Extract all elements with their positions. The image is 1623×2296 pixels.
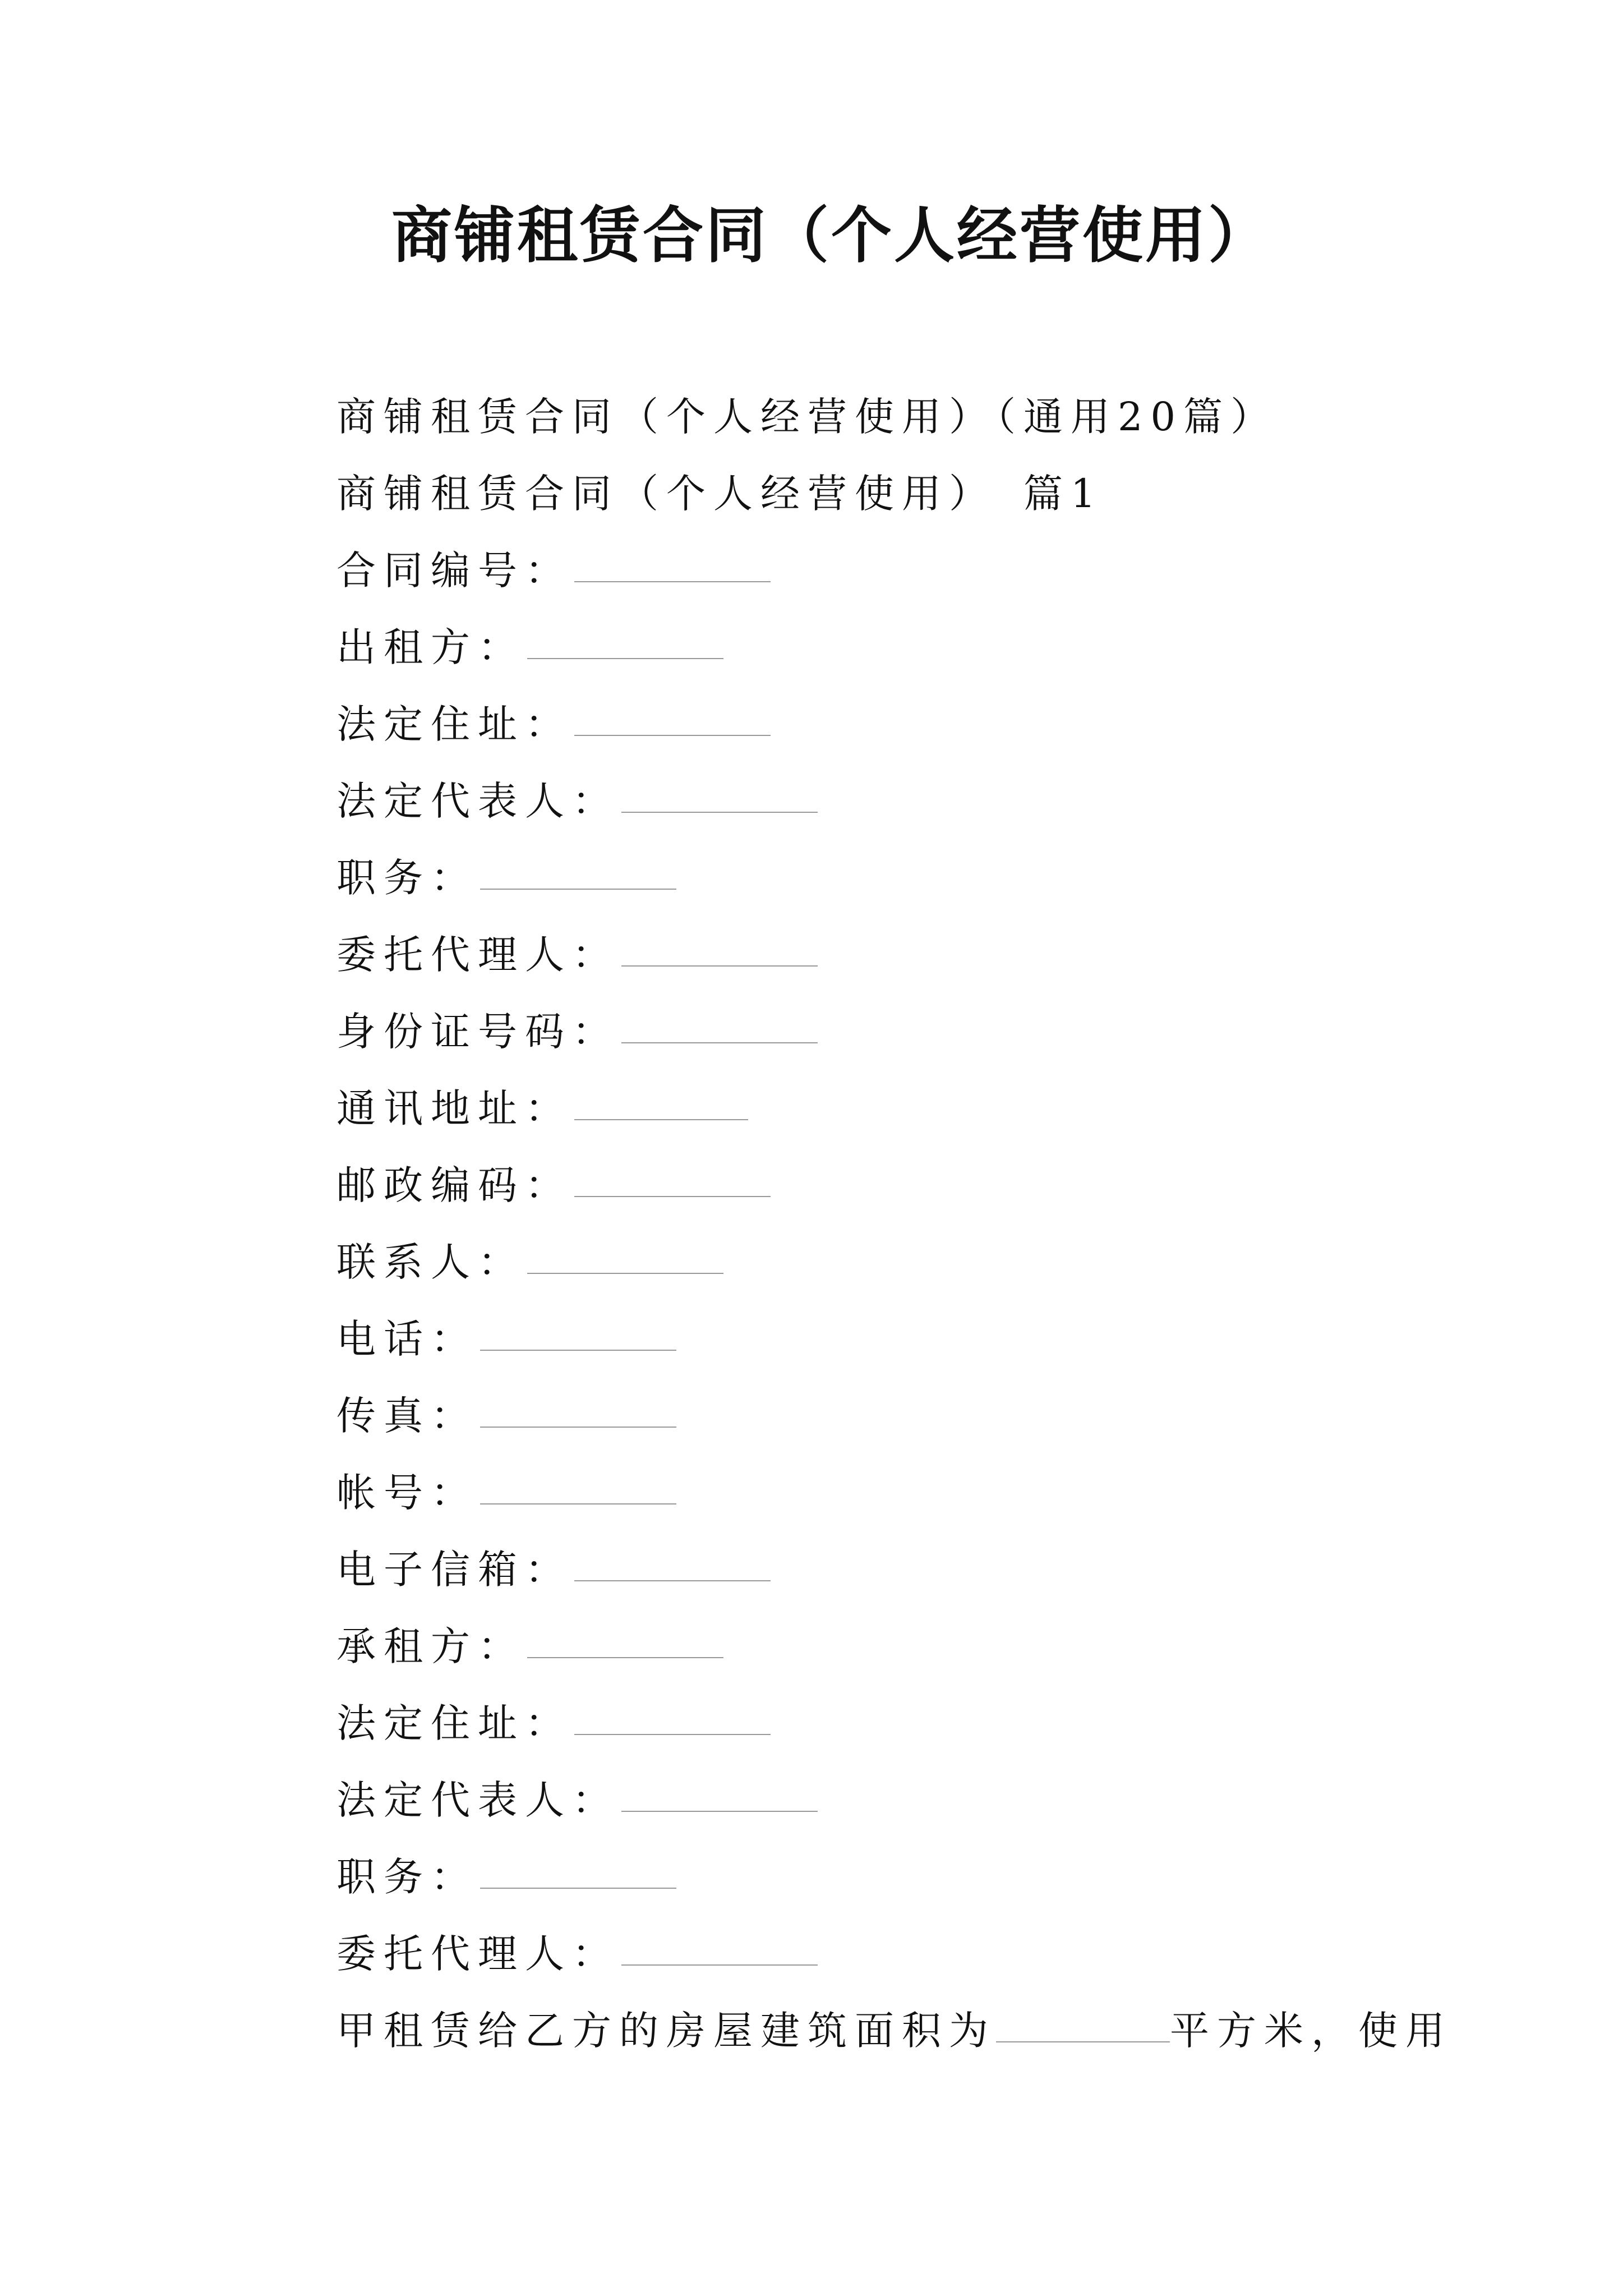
fill-in-blank	[527, 1272, 723, 1274]
line-text: 帐号：	[336, 1470, 478, 1516]
fill-in-blank	[480, 1887, 676, 1889]
line-text: 出租方：	[336, 624, 525, 670]
line-text: 邮政编码：	[336, 1162, 572, 1208]
line-text: 商铺租赁合同（个人经营使用）（通用20篇）	[336, 394, 1278, 440]
form-field-line	[336, 1839, 1486, 1916]
form-field-line	[336, 1762, 1486, 1839]
fill-in-blank	[574, 1195, 771, 1197]
fill-in-blank	[574, 1733, 771, 1735]
line-text: 电子信箱：	[336, 1547, 572, 1593]
fill-in-blank	[621, 811, 818, 813]
line-text: 委托代理人：	[336, 1931, 619, 1977]
document-heading-line	[336, 379, 1486, 455]
fill-in-blank	[480, 888, 676, 890]
line-text: 身份证号码：	[336, 1009, 619, 1055]
fill-in-blank	[527, 1657, 723, 1658]
fill-in-blank	[574, 1580, 771, 1581]
line-text: 法定住址：	[336, 701, 572, 747]
line-text: 商铺租赁合同（个人经营使用） 篇1	[336, 471, 1104, 517]
line-text: 职务：	[336, 855, 478, 901]
fill-in-blank	[621, 965, 818, 967]
fill-in-blank	[574, 581, 771, 582]
fill-in-blank	[574, 734, 771, 736]
fill-in-blank	[621, 1042, 818, 1043]
fill-in-blank	[480, 1503, 676, 1504]
line-text: 承租方：	[336, 1623, 525, 1669]
line-text: 法定代表人：	[336, 778, 619, 824]
document-heading-line	[336, 455, 1486, 532]
form-field-line	[336, 1070, 1486, 1147]
form-field-line	[336, 993, 1486, 1070]
document-body	[336, 379, 1486, 2069]
line-text: 法定住址：	[336, 1700, 572, 1746]
fill-in-blank	[480, 1426, 676, 1428]
document-title: 商铺租赁合同（个人经营使用）	[391, 200, 1271, 271]
fill-in-blank	[621, 1964, 818, 1966]
fill-in-blank	[480, 1349, 676, 1351]
line-text: 传真：	[336, 1393, 478, 1439]
line-text: 委托代理人：	[336, 932, 619, 978]
form-field-line	[336, 1608, 1486, 1685]
line-text: 通讯地址：	[336, 1085, 572, 1131]
form-field-line	[336, 532, 1486, 609]
form-field-line	[336, 1301, 1486, 1378]
fill-in-blank	[996, 2041, 1170, 2042]
form-field-line	[336, 763, 1486, 840]
form-field-line	[336, 840, 1486, 917]
form-field-line	[336, 609, 1486, 686]
line-text: 甲租赁给乙方的房屋建筑面积为	[336, 2008, 996, 2054]
fill-in-blank	[621, 1810, 818, 1812]
line-text: 联系人：	[336, 1239, 525, 1285]
form-field-line	[336, 1378, 1486, 1455]
form-field-line	[336, 1685, 1486, 1762]
line-text: 合同编号：	[336, 547, 572, 593]
line-text: 法定代表人：	[336, 1777, 619, 1823]
form-field-line	[336, 1916, 1486, 1993]
paragraph-line	[336, 1993, 1486, 2069]
fill-in-blank	[527, 657, 723, 659]
form-field-line	[336, 686, 1486, 763]
form-field-line	[336, 1455, 1486, 1531]
line-text: 职务：	[336, 1854, 478, 1900]
form-field-line	[336, 1531, 1486, 1608]
form-field-line	[336, 917, 1486, 993]
form-field-line	[336, 1147, 1486, 1224]
fill-in-blank	[574, 1119, 748, 1120]
line-text: 电话：	[336, 1316, 478, 1362]
line-text: 平方米，使用	[1170, 2008, 1453, 2054]
form-field-line	[336, 1224, 1486, 1301]
